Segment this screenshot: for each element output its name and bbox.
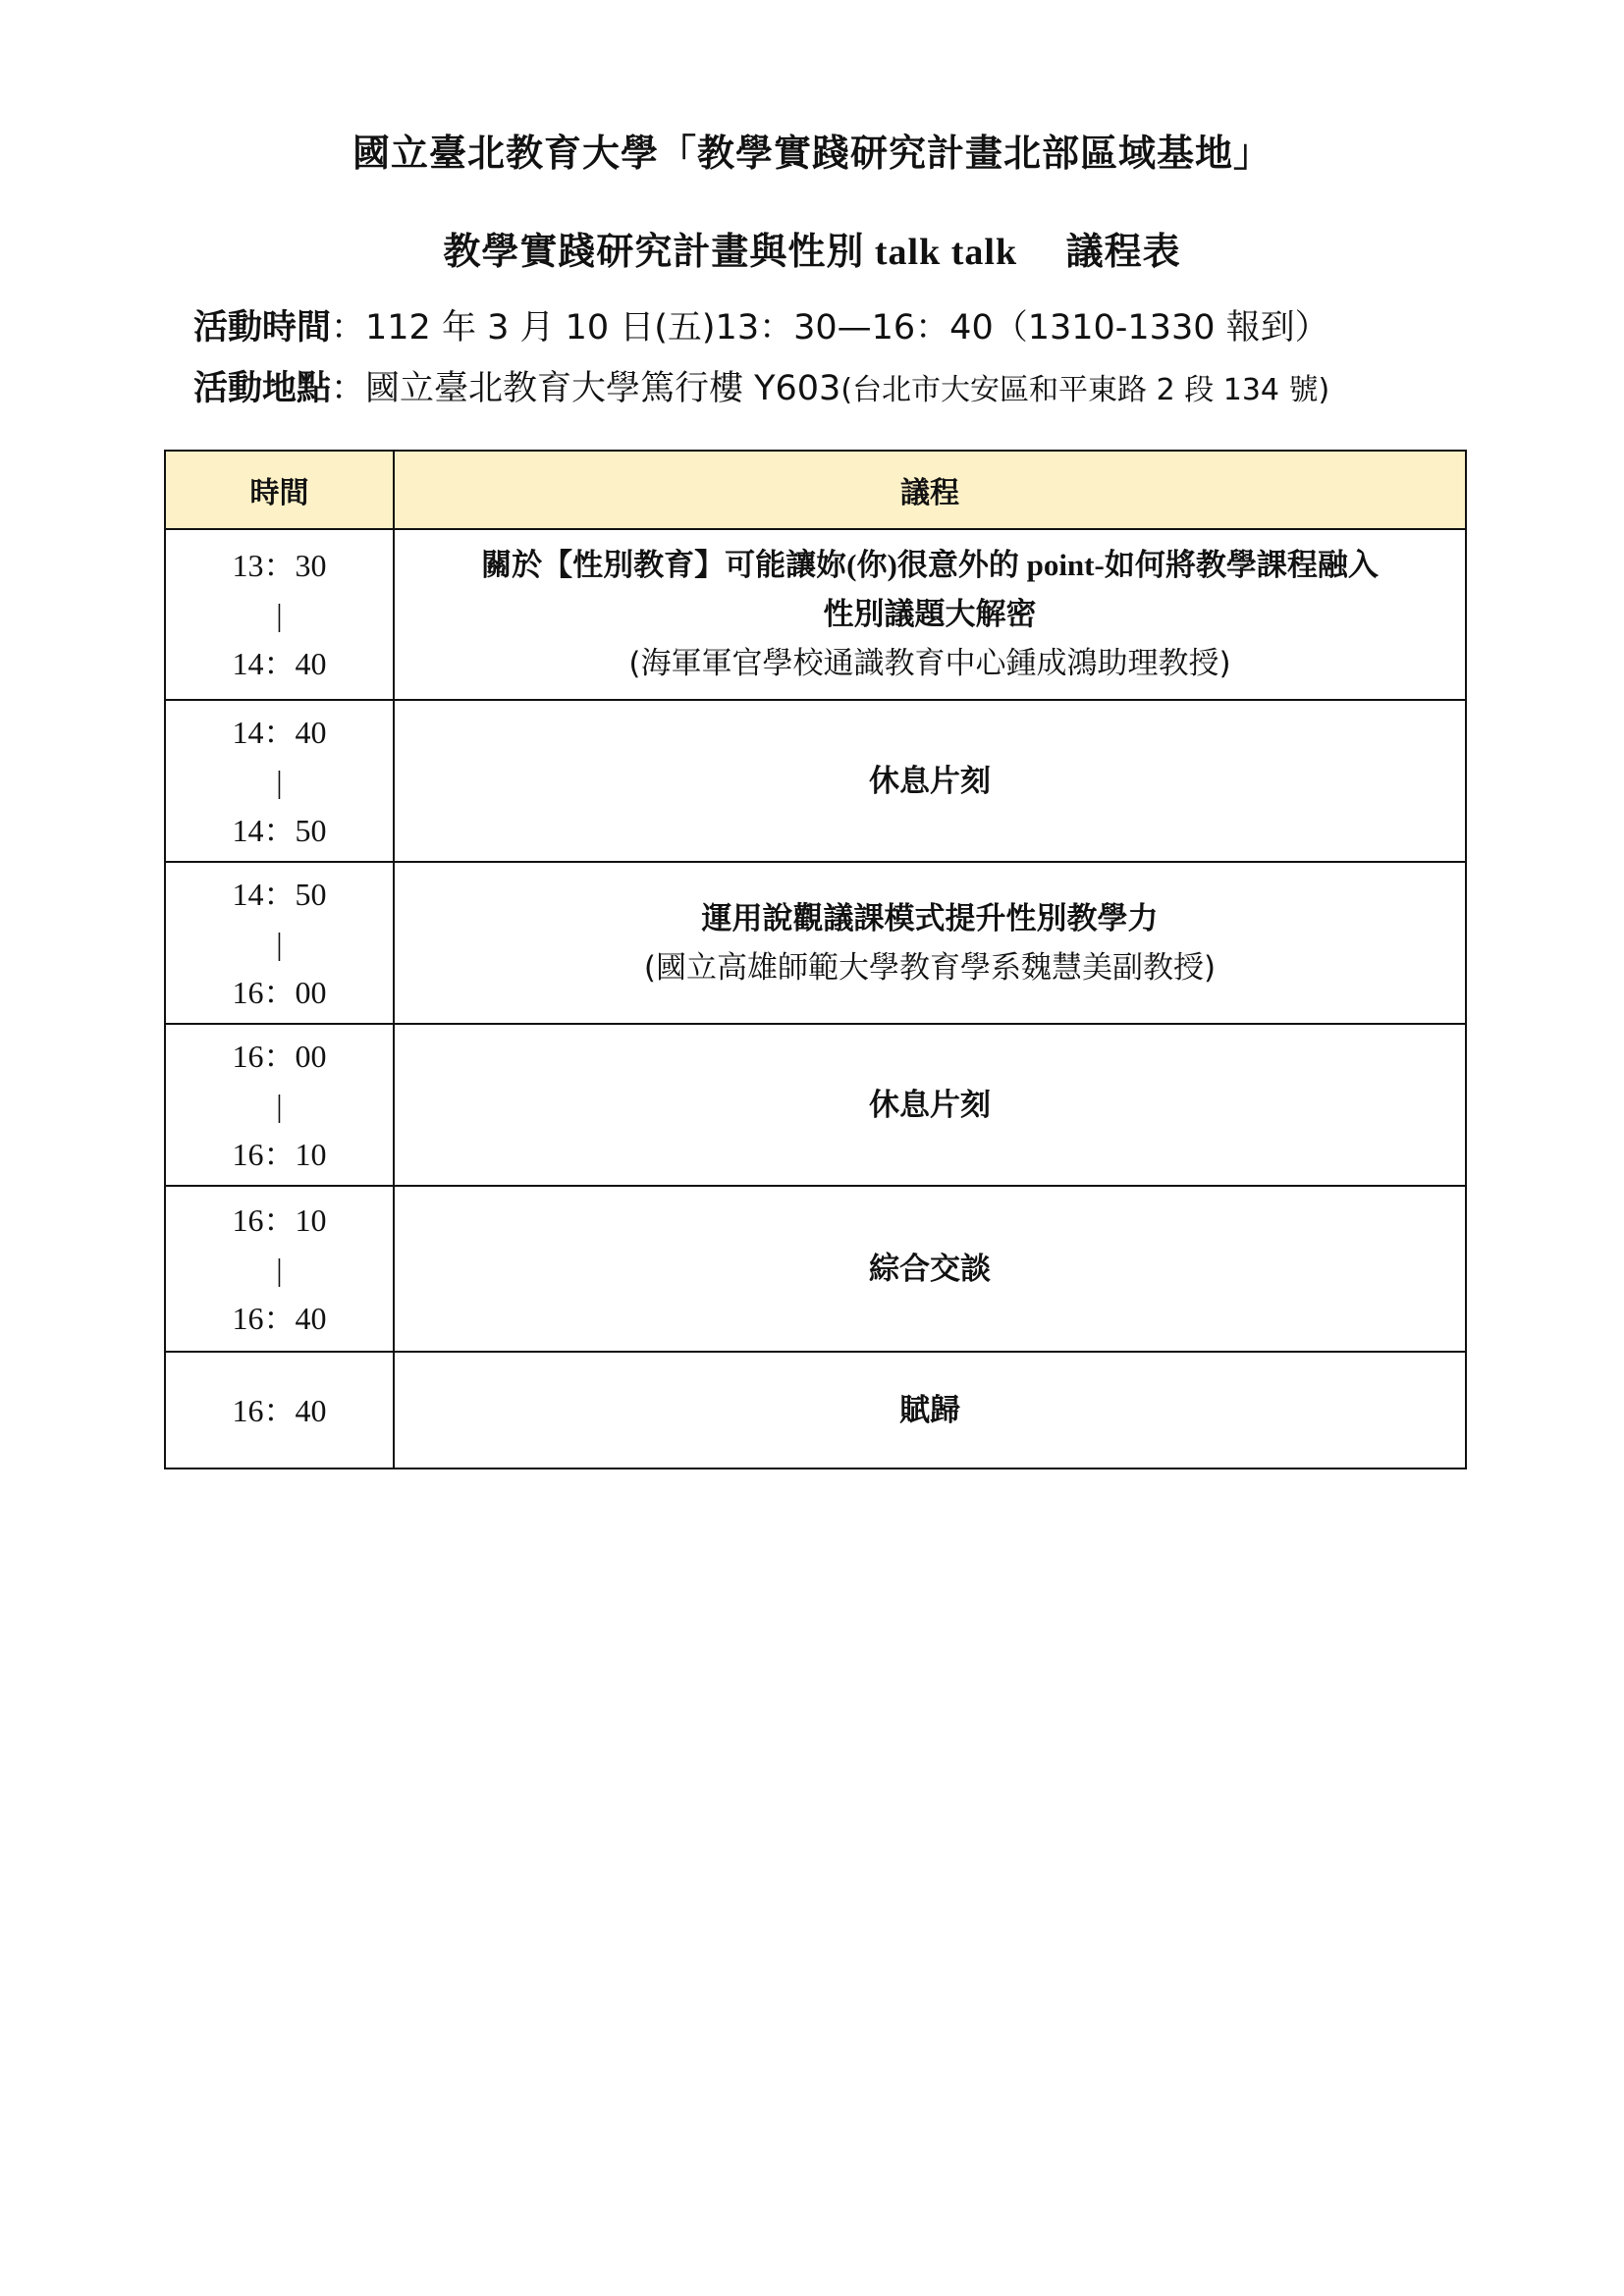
- agenda-title: 休息片刻: [869, 1087, 991, 1123]
- event-place: [193, 361, 1329, 410]
- subtitle-agenda: 議程表: [1027, 230, 1181, 273]
- agenda-speaker: (海軍軍官學校通識教育中心鍾成鴻助理教授): [628, 646, 1231, 681]
- agenda-title-part: (你): [846, 548, 897, 582]
- event-address: (台北市大安區和平東路 2 段 134 號): [840, 373, 1330, 407]
- event-place-value: ：國立臺北教育大學篤行樓 Y603: [331, 369, 841, 408]
- time-end: 16：40: [232, 1300, 327, 1336]
- agenda-title-part: point-: [1018, 548, 1105, 582]
- agenda-title-part: 關於【性別教育】可能讓妳: [481, 548, 847, 583]
- agenda-title-part: 很意外的: [896, 548, 1019, 583]
- agenda-cell: [394, 1352, 1466, 1468]
- time-start: 16：10: [232, 1201, 327, 1238]
- table-row: [165, 1352, 1466, 1468]
- time-end: 16：00: [232, 974, 327, 1010]
- table-row: [165, 1186, 1466, 1352]
- time-separator: |: [276, 925, 283, 961]
- table-row: [165, 529, 1466, 700]
- event-time: [193, 300, 1329, 349]
- time-separator: |: [276, 1087, 283, 1123]
- table-row: [165, 862, 1466, 1024]
- agenda-cell: [394, 862, 1466, 1024]
- table-header-row: [165, 451, 1466, 529]
- agenda-cell: [394, 1024, 1466, 1186]
- agenda-cell: [394, 700, 1466, 862]
- agenda-title: [395, 541, 1465, 590]
- time-end: 14：40: [232, 646, 327, 681]
- document-subtitle: [0, 221, 1624, 275]
- time-start: 13：30: [232, 548, 327, 583]
- time-start: 14：40: [232, 714, 327, 750]
- agenda-title-part: 如何將教學課程融入: [1104, 548, 1379, 583]
- agenda-title: 休息片刻: [869, 763, 991, 799]
- event-place-label: 活動地點: [193, 369, 332, 408]
- table-row: [165, 700, 1466, 862]
- agenda-title: 綜合交談: [869, 1251, 991, 1287]
- table-row: [165, 1024, 1466, 1186]
- event-time-value: ：112 年 3 月 10 日(五)13：30—16：40（1310-1330 報到）: [331, 308, 1329, 347]
- time-separator: |: [276, 763, 283, 799]
- time-cell: [165, 862, 394, 1024]
- agenda-title: 賦歸: [899, 1392, 960, 1428]
- time-end: 16：10: [232, 1136, 327, 1172]
- time-cell: [165, 1352, 394, 1468]
- document-title: 國立臺北教育大學「教學實踐研究計畫北部區域基地」: [352, 132, 1272, 175]
- time-cell: [165, 700, 394, 862]
- time-separator: |: [276, 597, 283, 632]
- header-agenda: 議程: [394, 451, 1466, 529]
- subtitle-text: 教學實踐研究計畫與性別: [443, 230, 865, 273]
- agenda-title: 運用說觀議課模式提升性別教學力: [701, 900, 1159, 936]
- agenda-cell: [394, 1186, 1466, 1352]
- time-cell: [165, 529, 394, 700]
- time-start: 16：40: [232, 1392, 327, 1428]
- agenda-table: [164, 450, 1467, 1469]
- header-time: 時間: [165, 451, 394, 529]
- time-cell: [165, 1024, 394, 1186]
- agenda-title-line2: 性別議題大解密: [823, 597, 1037, 632]
- agenda-speaker: (國立高雄師範大學教育學系魏慧美副教授): [643, 949, 1217, 986]
- subtitle-talk: talk talk: [864, 232, 1028, 273]
- time-separator: |: [276, 1251, 283, 1287]
- time-cell: [165, 1186, 394, 1352]
- time-start: 14：50: [232, 876, 327, 912]
- agenda-cell: [394, 529, 1466, 700]
- time-end: 14：50: [232, 812, 327, 848]
- event-time-label: 活動時間: [193, 308, 332, 347]
- time-start: 16：00: [232, 1038, 327, 1074]
